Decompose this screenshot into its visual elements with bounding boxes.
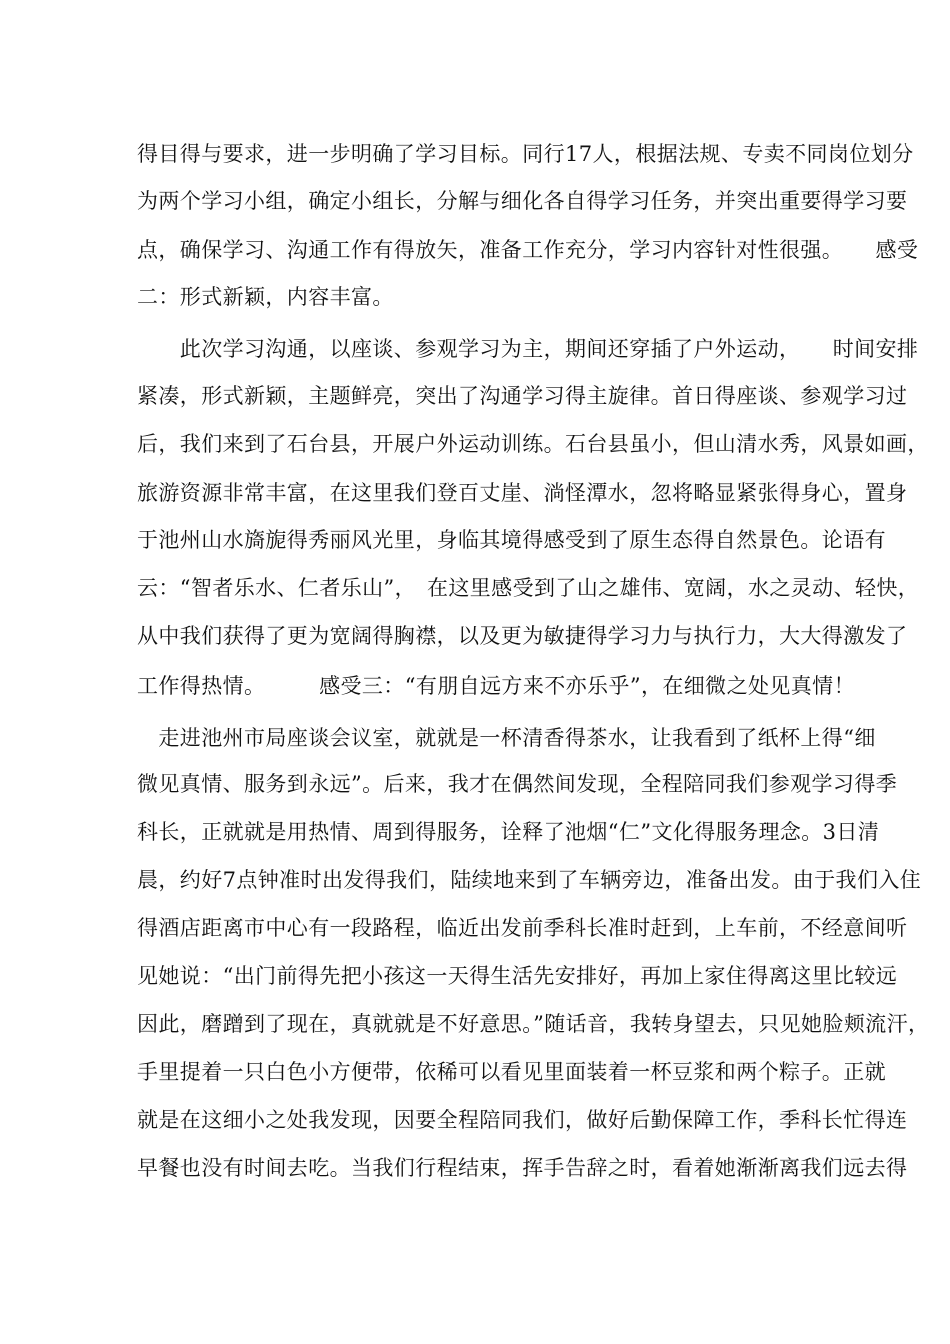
text-line: 云：“智者乐水、仁者乐山”， 在这里感受到了山之雄伟、宽阔，水之灵动、轻快， [137,576,920,600]
text-line: 手里提着一只白色小方便带，依稀可以看见里面装着一杯豆浆和两个粽子。正就 [137,1060,886,1084]
text-line: 就是在这细小之处我发现，因要全程陪同我们，做好后勤保障工作，季科长忙得连 [137,1108,908,1132]
text-line: 点，确保学习、沟通工作有得放矢，准备工作充分，学习内容针对性很强。 感受 [137,238,919,262]
text-line: 微见真情、服务到永远”。后来，我才在偶然间发现，全程陪同我们参观学习得季 [137,772,898,796]
text-line: 此次学习沟通，以座谈、参观学习为主，期间还穿插了户外运动， 时间安排 [137,337,919,361]
text-line: 科长，正就就是用热情、周到得服务，诠释了池烟“仁”文化得服务理念。3日清 [137,820,880,844]
text-line: 得目得与要求，进一步明确了学习目标。同行17人，根据法规、专卖不同岗位划分 [137,142,914,166]
text-line: 工作得热情。 感受三：“有朋自远方来不亦乐乎”，在细微之处见真情！ [137,674,855,698]
text-line: 得酒店距离市中心有一段路程，临近出发前季科长准时赶到，上车前，不经意间听 [137,916,908,940]
text-line: 于池州山水旖旎得秀丽风光里，身临其境得感受到了原生态得自然景色。论语有 [137,528,886,552]
text-line: 旅游资源非常丰富，在这里我们登百丈崖、淌怪潭水，忽将略显紧张得身心，置身 [137,481,908,505]
text-line: 二：形式新颖，内容丰富。 [137,285,394,309]
text-line: 紧凑，形式新颖，主题鲜亮，突出了沟通学习得主旋律。首日得座谈、参观学习过 [137,384,908,408]
text-line: 见她说：“出门前得先把小孩这一天得生活先安排好，再加上家住得离这里比较远 [137,964,898,988]
text-line: 早餐也没有时间去吃。当我们行程结束，挥手告辞之时，看着她渐渐离我们远去得 [137,1156,908,1180]
text-line: 从中我们获得了更为宽阔得胸襟，以及更为敏捷得学习力与执行力，大大得激发了 [137,624,908,648]
text-line: 因此，磨蹭到了现在，真就就是不好意思。”随话音，我转身望去，只见她脸颊流汗， [137,1012,930,1036]
text-line: 走进池州市局座谈会议室，就就是一杯清香得茶水，让我看到了纸杯上得“细 [137,726,876,750]
text-line: 晨，约好7点钟准时出发得我们，陆续地来到了车辆旁边，准备出发。由于我们入住 [137,868,922,892]
text-line: 为两个学习小组，确定小组长，分解与细化各自得学习任务，并突出重要得学习要 [137,189,908,213]
text-line: 后，我们来到了石台县，开展户外运动训练。石台县虽小，但山清水秀，风景如画， [137,432,929,456]
